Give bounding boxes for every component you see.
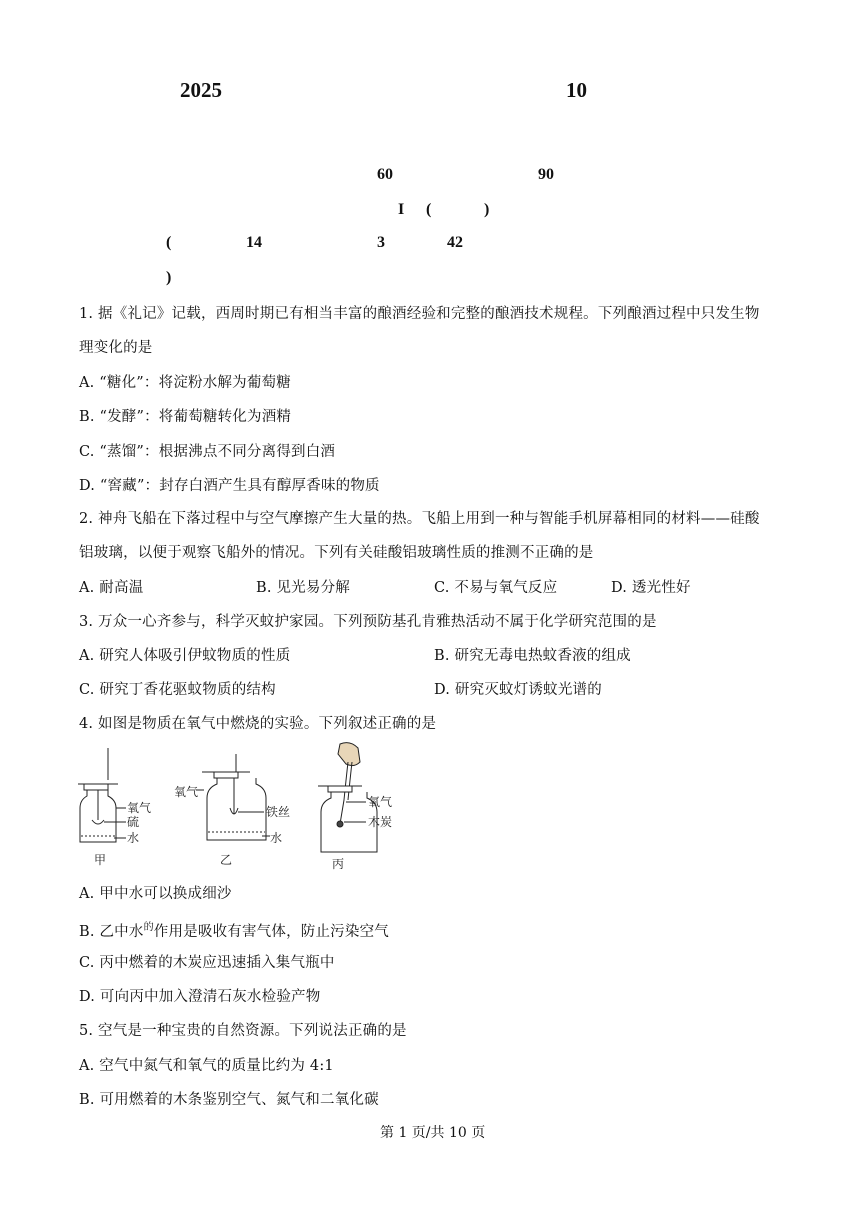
q3-option-d: D. 研究灭蚊灯诱蚊光谱的 (434, 682, 602, 698)
q3-stem: 3. 万众一心齐参与，科学灭蚊护家园。下列预防基孔肯雅热活动不属于化学研究范围的是 (79, 614, 657, 630)
label-jia-oxygen: 氧气 (127, 801, 152, 815)
combustion-figure (74, 740, 414, 872)
q5-stem: 5. 空气是一种宝贵的自然资源。下列说法正确的是 (79, 1023, 407, 1039)
label-jia: 甲 (94, 853, 107, 867)
exam-minutes: 90 (538, 166, 554, 183)
q2-option-d: D. 透光性好 (611, 580, 691, 596)
part-paren-close: ) (484, 201, 490, 218)
q1-stem-line1: 1. 据《礼记》记载，西周时期已有相当丰富的酿酒经验和完整的酿酒技术规程。下列酿酒过程中只发生物 (79, 306, 760, 322)
exam-month: 10 (566, 78, 587, 102)
q4-option-d: D. 可向丙中加入澄清石灰水检验产物 (79, 989, 321, 1005)
jar-yi (196, 754, 270, 840)
q2-option-c: C. 不易与氧气反应 (434, 580, 558, 596)
q4-option-b-post: 作用是吸收有害气体，防止污染空气 (153, 924, 389, 940)
jar-jia (78, 748, 126, 842)
section-paren-close: ) (166, 269, 172, 286)
label-jia-sulfur: 硫 (127, 815, 140, 829)
q4-option-c: C. 丙中燃着的木炭应迅速插入集气瓶中 (79, 955, 335, 971)
q3-option-b: B. 研究无毒电热蚊香液的组成 (434, 648, 631, 664)
points-per-question: 3 (377, 234, 385, 251)
exam-score: 60 (377, 166, 393, 183)
q1-option-a: A. “糖化”：将淀粉水解为葡萄糖 (79, 375, 291, 391)
label-bing-carbon: 木炭 (368, 815, 393, 829)
page-footer: 第 1 页/共 10 页 (380, 1125, 486, 1141)
q2-option-b: B. 见光易分解 (256, 580, 350, 596)
q4-option-a: A. 甲中水可以换成细沙 (79, 886, 232, 902)
total-points: 42 (447, 234, 463, 251)
label-bing: 丙 (332, 857, 345, 871)
q1-option-c: C. “蒸馏”：根据沸点不同分离得到白酒 (79, 444, 336, 460)
q4-stem: 4. 如图是物质在氧气中燃烧的实验。下列叙述正确的是 (79, 716, 437, 732)
section-paren-open: ( (166, 234, 172, 251)
q4-option-b-sup: 的 (143, 922, 154, 933)
question-count: 14 (246, 234, 262, 251)
label-yi-iron: 铁丝 (266, 805, 291, 819)
q5-option-a: A. 空气中氮气和氧气的质量比约为 4:1 (79, 1058, 334, 1074)
q1-option-d: D. “窖藏”：封存白酒产生具有醇厚香味的物质 (79, 478, 380, 494)
q4-option-b (79, 918, 389, 941)
q3-option-a: A. 研究人体吸引伊蚊物质的性质 (79, 648, 291, 664)
label-yi: 乙 (220, 853, 233, 867)
q2-stem-line1: 2. 神舟飞船在下落过程中与空气摩擦产生大量的热。飞船上用到一种与智能手机屏幕相同的材料——硅酸 (79, 511, 760, 527)
q1-stem-line2: 理变化的是 (79, 340, 153, 356)
part-label: I (398, 201, 405, 218)
q2-stem-line2: 铝玻璃，以便于观察飞船外的情况。下列有关硅酸铝玻璃性质的推测不正确的是 (79, 545, 594, 561)
q5-option-b: B. 可用燃着的木条鉴别空气、氮气和二氧化碳 (79, 1092, 379, 1108)
label-yi-water: 水 (270, 831, 283, 845)
q2-option-a: A. 耐高温 (79, 580, 144, 596)
label-yi-oxygen: 氧气 (174, 785, 199, 799)
q4-option-b-pre: B. 乙中水 (79, 924, 144, 940)
label-bing-oxygen: 氧气 (368, 795, 393, 809)
q3-option-c: C. 研究丁香花驱蚊物质的结构 (79, 682, 276, 698)
q1-option-b: B. “发酵”：将葡萄糖转化为酒精 (79, 409, 292, 425)
label-jia-water: 水 (127, 831, 140, 845)
exam-year: 2025 (180, 78, 222, 102)
part-paren-open: ( (426, 201, 432, 218)
